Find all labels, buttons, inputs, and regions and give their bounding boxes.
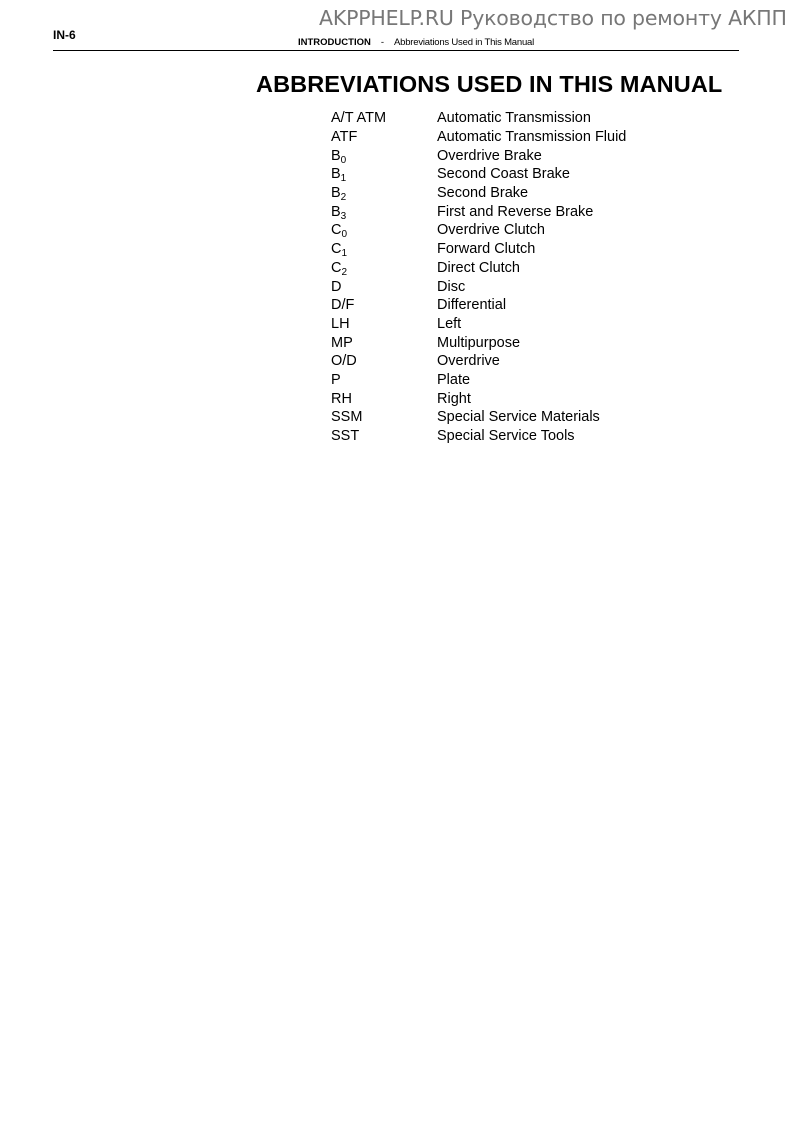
list-item [331,184,626,203]
page-title: ABBREVIATIONS USED IN THIS MANUAL [256,71,723,97]
abbreviation-code [331,390,437,408]
abbreviation-subscript: 2 [340,192,347,204]
abbreviation-meaning: Second Brake [437,185,529,202]
abbreviation-code-text: SST [331,428,360,445]
abbreviation-code [331,128,437,146]
abbreviation-code-text: MP [331,334,353,351]
abbreviation-meaning: Overdrive [437,353,500,370]
abbreviation-code [331,203,437,221]
page-number: IN-6 [53,28,76,42]
abbreviation-code-text: ATF [331,129,358,146]
list-item [331,146,626,165]
abbreviation-meaning: Disc [437,278,466,295]
abbreviation-code-text: B [331,203,341,220]
abbreviation-code [331,315,437,333]
abbreviation-code-text: D [331,278,342,295]
abbreviation-code [331,427,437,445]
list-item [331,221,626,240]
abbreviation-code-text: O/D [331,353,357,370]
list-item [331,202,626,221]
running-header [298,37,534,48]
abbreviation-code [331,259,437,277]
abbreviation-meaning: Right [437,390,471,407]
abbreviation-subscript: 0 [341,229,348,241]
abbreviation-meaning: Plate [437,371,471,388]
abbreviation-meaning: Multipurpose [437,334,521,351]
header-section: INTRODUCTION [298,37,371,48]
list-item [331,427,626,446]
abbreviation-code-text: C [331,222,342,239]
list-item [331,128,626,147]
header-subsection: Abbreviations Used in This Manual [394,37,535,48]
abbreviation-code-text: C [331,259,342,276]
abbreviation-code [331,165,437,183]
abbreviation-meaning: Special Service Tools [437,428,575,445]
abbreviation-subscript: 3 [340,210,347,222]
abbreviation-list [331,109,626,445]
abbreviation-code [331,147,437,165]
abbreviation-meaning: Overdrive Brake [437,147,542,164]
list-item [331,277,626,296]
abbreviation-code-text: SSM [331,409,363,426]
abbreviation-meaning: Direct Clutch [437,259,520,276]
list-item [331,315,626,334]
abbreviation-subscript: 2 [341,266,348,278]
abbreviation-code-text: B [331,166,341,183]
abbreviation-code [331,296,437,314]
abbreviation-meaning: Automatic Transmission Fluid [437,129,627,146]
list-item [331,259,626,278]
list-item [331,389,626,408]
abbreviation-meaning: Automatic Transmission [437,110,591,127]
list-item [331,333,626,352]
abbreviation-code [331,352,437,370]
abbreviation-code-text: RH [331,390,352,407]
list-item [331,352,626,371]
list-item [331,109,626,128]
abbreviation-code-text: C [331,241,342,258]
abbreviation-code [331,240,437,258]
abbreviation-code-text: LH [331,315,350,332]
list-item [331,408,626,427]
abbreviation-subscript: 0 [340,154,347,166]
abbreviation-meaning: Second Coast Brake [437,166,570,183]
list-item [331,165,626,184]
abbreviation-code [331,408,437,426]
header-separator: - [380,37,384,48]
abbreviation-code [331,184,437,202]
header-divider [53,50,739,51]
abbreviation-code [331,278,437,296]
list-item [331,296,626,315]
abbreviation-code [331,221,437,239]
abbreviation-meaning: Left [437,315,462,332]
watermark-text: AKPPHELP.RU Руководство по ремонту АКПП [319,6,787,30]
abbreviation-meaning: Differential [437,297,507,314]
abbreviation-meaning: Special Service Materials [437,409,600,426]
list-item [331,240,626,259]
abbreviation-code-text: B [331,185,341,202]
abbreviation-code [331,371,437,389]
abbreviation-subscript: 1 [340,173,347,185]
abbreviation-code-text: B [331,147,341,164]
abbreviation-code [331,334,437,352]
abbreviation-code [331,109,437,127]
abbreviation-code-text: D/F [331,297,355,314]
abbreviation-meaning: First and Reverse Brake [437,203,594,220]
abbreviation-meaning: Forward Clutch [437,241,536,258]
abbreviation-code-text: P [331,371,341,388]
abbreviation-meaning: Overdrive Clutch [437,222,545,239]
abbreviation-subscript: 1 [341,248,348,260]
abbreviation-code-text: A/T ATM [331,110,387,127]
list-item [331,371,626,390]
